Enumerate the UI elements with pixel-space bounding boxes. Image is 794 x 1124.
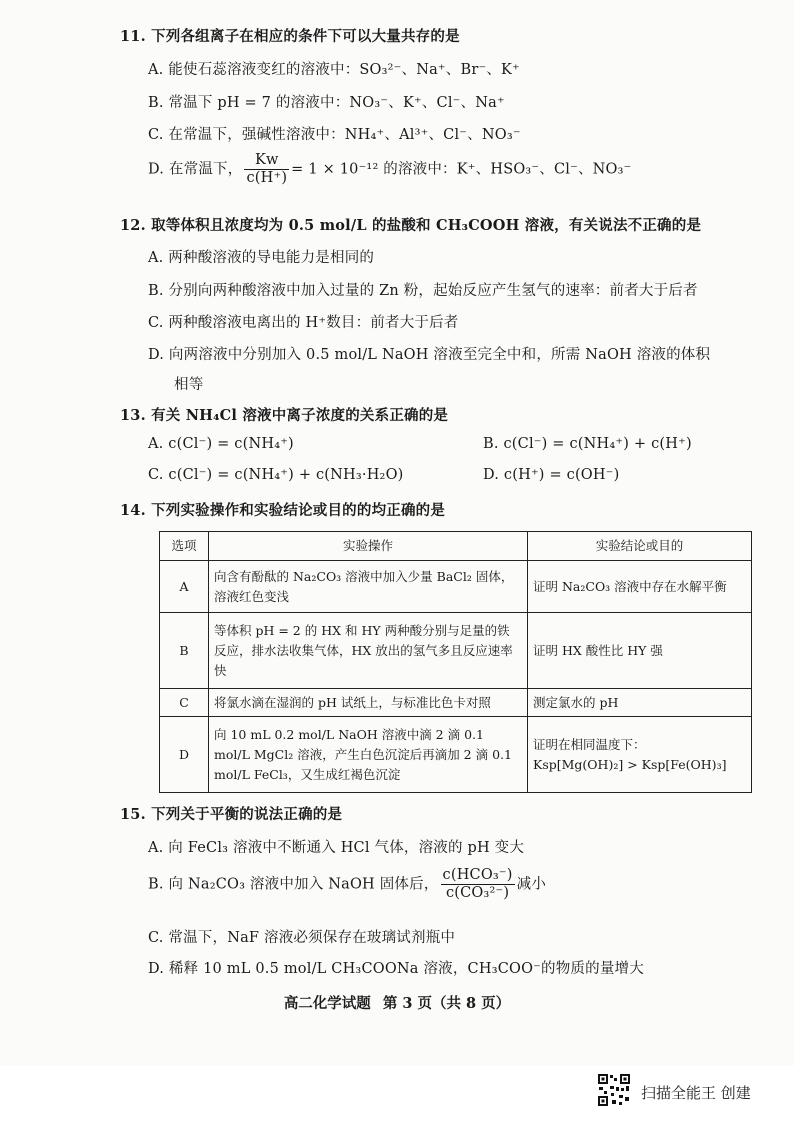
question-14-stem: 14. 下列实验操作和实验结论或目的的均正确的是 — [120, 502, 446, 519]
question-11-stem: 11. 下列各组离子在相应的条件下可以大量共存的是 — [120, 28, 460, 45]
table-row — [160, 689, 752, 717]
table-cell-operation: 向 10 mL 0.2 mol/L NaOH 溶液中滴 2 滴 0.1 mol/L MgCl₂ 溶液，产生白色沉淀后再滴加 2 滴 0.1 mol/L FeCl₃，又生成红褐色沉淀 — [209, 717, 528, 793]
table-cell-conclusion: 证明 Na₂CO₃ 溶液中存在水解平衡 — [528, 561, 752, 613]
footer-subject: 高二化学试题 — [283, 995, 371, 1012]
q11-kw-numerator: Kw — [244, 152, 289, 170]
q11-option-a-ions: SO₃²⁻、Na⁺、Br⁻、K⁺ — [359, 62, 520, 78]
table-cell-option: A — [160, 561, 209, 613]
q11-option-d-rest: = 1 × 10⁻¹² 的溶液中：K⁺、HSO₃⁻、Cl⁻、NO₃⁻ — [291, 161, 632, 178]
table-header-conclusion: 实验结论或目的 — [528, 532, 752, 561]
q15-option-b — [148, 867, 546, 902]
table-cell-option: C — [160, 689, 209, 717]
table-cell-operation: 将氯水滴在湿润的 pH 试纸上，与标准比色卡对照 — [209, 689, 528, 717]
table-row — [160, 717, 752, 793]
table-cell-option: D — [160, 717, 209, 793]
q11-option-b-label: B. 常温下 pH = 7 的溶液中： — [148, 95, 350, 111]
table-cell-conclusion-line2: Ksp[Mg(OH)₂] > Ksp[Fe(OH)₃] — [533, 756, 727, 772]
qr-code-icon — [597, 1073, 631, 1107]
q15-option-a: A. 向 FeCl₃ 溶液中不断通入 HCl 气体，溶液的 pH 变大 — [148, 840, 525, 856]
q15-option-b-rest: 减小 — [516, 876, 547, 893]
table-cell-conclusion — [528, 717, 752, 793]
q11-option-d-label: D. 在常温下， — [148, 161, 243, 178]
table-header-row — [160, 532, 752, 561]
question-12-stem: 12. 取等体积且浓度均为 0.5 mol/L 的盐酸和 CH₃COOH 溶液，有关说法不正确的是 — [120, 217, 702, 234]
table-cell-operation: 等体积 pH = 2 的 HX 和 HY 两种酸分别与足量的铁反应，排水法收集气体，HX 放出的氢气多且反应速率快 — [209, 613, 528, 689]
q11-option-c-label: C. 在常温下，强碱性溶液中： — [148, 127, 345, 143]
scanner-brand-label: 扫描全能王 创建 — [641, 1084, 751, 1102]
experiment-table — [159, 531, 752, 793]
table-cell-conclusion: 证明 HX 酸性比 HY 强 — [528, 613, 752, 689]
footer-page-number: 第 3 页（共 8 页） — [382, 995, 511, 1012]
q11-option-a-label: A. 能使石蕊溶液变红的溶液中： — [148, 62, 360, 78]
q11-option-a — [148, 58, 520, 79]
q11-option-c-ions: NH₄⁺、Al³⁺、Cl⁻、NO₃⁻ — [344, 127, 521, 143]
q13-option-b: B. c(Cl⁻) = c(NH₄⁺) + c(H⁺) — [483, 436, 692, 452]
table-header-option: 选项 — [160, 532, 209, 561]
question-15-stem: 15. 下列关于平衡的说法正确的是 — [120, 806, 343, 823]
table-cell-conclusion-line1: 证明在相同温度下： — [533, 736, 646, 752]
q11-option-b — [148, 91, 505, 112]
q13-option-a: A. c(Cl⁻) = c(NH₄⁺) — [148, 436, 294, 452]
q15-option-c: C. 常温下，NaF 溶液必须保存在玻璃试剂瓶中 — [148, 930, 456, 946]
table-header-operation: 实验操作 — [209, 532, 528, 561]
table-cell-option: B — [160, 613, 209, 689]
q11-option-b-ions: NO₃⁻、K⁺、Cl⁻、Na⁺ — [349, 95, 505, 111]
table-cell-operation: 向含有酚酞的 Na₂CO₃ 溶液中加入少量 BaCl₂ 固体，溶液红色变浅 — [209, 561, 528, 613]
q15-ratio-numerator: c(HCO₃⁻) — [442, 867, 513, 883]
q15-option-d: D. 稀释 10 mL 0.5 mol/L CH₃COONa 溶液，CH₃COO⁻的物质的量增大 — [148, 961, 644, 977]
q12-option-b: B. 分别向两种酸溶液中加入过量的 Zn 粉，起始反应产生氢气的速率：前者大于后者 — [148, 283, 698, 299]
q15-ratio-fraction — [441, 867, 515, 902]
page-footer — [0, 992, 794, 1013]
q13-option-d: D. c(H⁺) = c(OH⁻) — [483, 467, 620, 483]
q11-option-c — [148, 123, 521, 144]
q13-option-c: C. c(Cl⁻) = c(NH₄⁺) + c(NH₃·H₂O) — [148, 467, 404, 483]
table-cell-conclusion: 测定氯水的 pH — [528, 689, 752, 717]
q12-option-d: D. 向两溶液中分别加入 0.5 mol/L NaOH 溶液至完全中和，所需 NaOH 溶液的体积 — [148, 347, 711, 363]
q11-option-d — [148, 152, 632, 187]
q12-option-d-continuation: 相等 — [174, 377, 204, 393]
table-row — [160, 613, 752, 689]
q11-kw-fraction — [244, 152, 289, 187]
question-13-stem: 13. 有关 NH₄Cl 溶液中离子浓度的关系正确的是 — [120, 407, 449, 424]
q12-option-a: A. 两种酸溶液的导电能力是相同的 — [148, 250, 375, 266]
q11-kw-denominator: c(H⁺) — [246, 170, 288, 186]
q12-option-c: C. 两种酸溶液电离出的 H⁺数目：前者大于后者 — [148, 315, 459, 331]
q15-ratio-denominator: c(CO₃²⁻) — [445, 885, 510, 901]
q15-option-b-label: B. 向 Na₂CO₃ 溶液中加入 NaOH 固体后， — [148, 876, 439, 893]
table-row — [160, 561, 752, 613]
